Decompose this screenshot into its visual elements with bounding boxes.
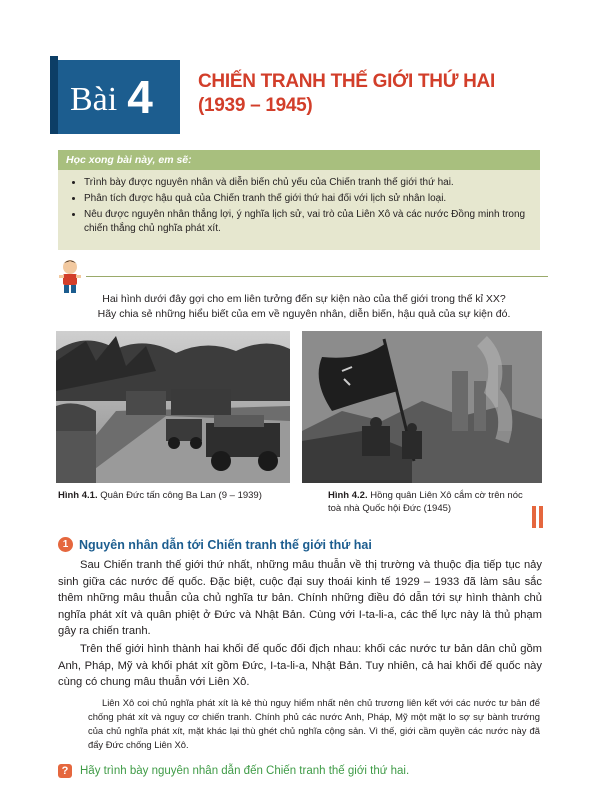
question-row	[58, 764, 409, 778]
section-title: Nguyên nhân dẫn tới Chiến tranh thế giới thứ hai	[79, 537, 372, 552]
objective-item: • Nêu được nguyên nhân thắng lợi, ý nghĩa lịch sử, vai trò của Liên Xô và các nước Đồng minh trong chiến thắng chủ nghĩa phát xít.	[84, 208, 526, 236]
paragraph-2: Trên thế giới hình thành hai khối đế quốc đối địch nhau: khối các nước tư bản dân chủ gồm Anh, Pháp, Mỹ và khối phát xít gồm Đức, I-ta-li-a, Nhật Bản. Tuy nhiên, cả hai khối đế quốc này cùng có chung mâu thuẫn với Liên Xô.	[58, 643, 542, 688]
objectives-list	[58, 176, 540, 236]
title-line2: (1939 – 1945)	[198, 95, 313, 116]
question-text: Hãy trình bày nguyên nhân dẫn đến Chiến tranh thế giới thứ hai.	[80, 765, 410, 777]
photo-reichstag-flag	[302, 331, 542, 483]
lesson-badge	[58, 60, 180, 134]
figure-text-2: Hồng quân Liên Xô cắm cờ trên nóc toà nhà Quốc hội Đức (1945)	[328, 490, 523, 514]
figure-text-1: Quân Đức tấn công Ba Lan (9 – 1939)	[100, 490, 262, 501]
section-1-heading	[58, 537, 372, 552]
intro-text	[64, 292, 544, 322]
title-line1: CHIẾN TRANH THẾ GIỚI THỨ HAI	[198, 71, 495, 92]
section-number-badge: 1	[58, 537, 73, 552]
objective-item: • Phân tích được hậu quả của Chiến tranh thế giới thứ hai đối với lịch sử nhân loại.	[84, 192, 526, 206]
student-mascot-icon	[56, 258, 84, 294]
badge-shadow	[50, 56, 58, 134]
question-icon: ?	[58, 764, 72, 778]
figure-label-2: Hình 4.2.	[328, 490, 368, 501]
figure-caption-2	[328, 489, 528, 515]
photo-german-convoy	[56, 331, 290, 483]
objectives-heading: Học xong bài này, em sẽ:	[58, 150, 540, 170]
objective-item: • Trình bày được nguyên nhân và diễn biến chủ yếu của Chiến tranh thế giới thứ hai.	[84, 176, 526, 190]
figure-caption-1	[58, 489, 298, 502]
paragraph-1: Sau Chiến tranh thế giới thứ nhất, những mâu thuẫn về thị trường và thuộc địa tiếp tục nảy sinh giữa các nước đế quốc. Đặc biệt, cuộc đại suy thoái kinh tế 1929 – 1933 đã làm sâu sắc thêm những mâu thuẫn của chủ nghĩa tư bản. Chính những điều đó dẫn tới sự hình thành chủ nghĩa phát xít và quân phiệt ở Đức và Nhật Bản. Cùng với I-ta-li-a, các thế lực này là thủ phạm gây ra chiến tranh.	[58, 559, 542, 637]
quote-paragraph: Liên Xô coi chủ nghĩa phát xít là kẻ thù nguy hiểm nhất nên chủ trương liên kết với các nước tư bản để chống phát xít và nguy cơ chiến tranh. Chính phủ các nước Anh, Pháp, Mỹ một mặt lo sợ sự bành trướng của chủ nghĩa phát xít, mặt khác lại thù ghét chủ nghĩa cộng sản. Vì thế, giới cầm quyền các nước này đã đẩy Đức chống Liên Xô.	[88, 697, 540, 750]
intro-divider	[86, 276, 548, 277]
figure-label-1: Hình 4.1.	[58, 490, 98, 501]
intro-line1: Hai hình dưới đây gợi cho em liên tưởng đến sự kiện nào của thế giới trong thế kỉ XX?	[102, 293, 506, 305]
lesson-word: Bài	[70, 81, 118, 118]
decorative-side-bars	[532, 506, 546, 533]
objectives-box	[58, 150, 540, 250]
lesson-number: 4	[127, 71, 153, 123]
page-title	[198, 70, 495, 118]
intro-line2: Hãy chia sẻ những hiểu biết của em về nguyên nhân, diễn biến, hậu quả của sự kiện đó.	[97, 308, 511, 320]
